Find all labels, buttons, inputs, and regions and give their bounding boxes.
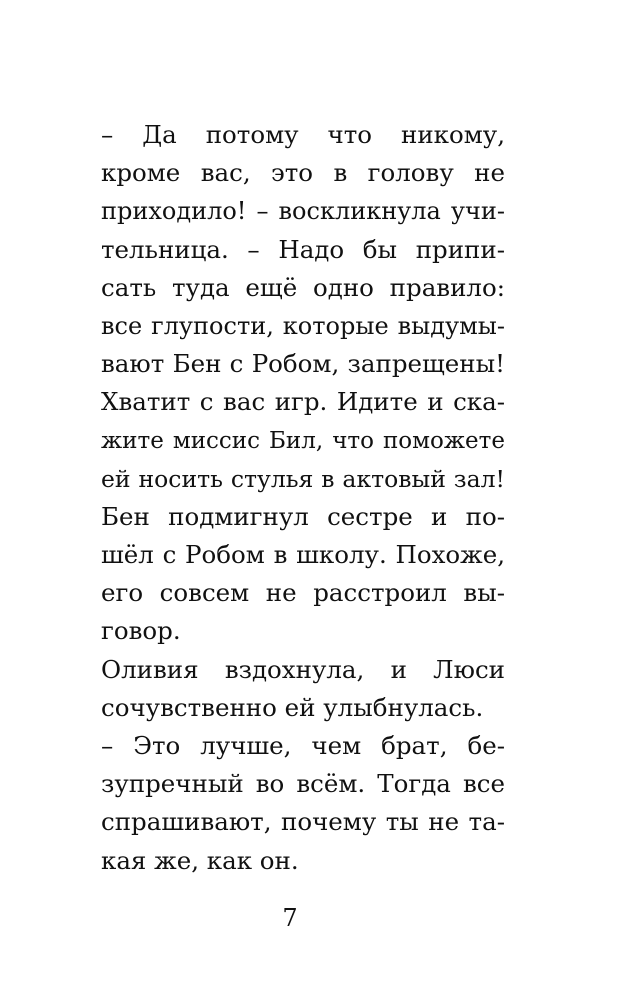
text-line: – Это лучше, чем брат, бе- [101,731,505,760]
body-text [101,116,505,880]
paragraph [101,651,505,727]
text-line: сочувственно ей улыбнулась. [101,692,484,722]
paragraph [101,498,505,651]
text-line: говор. [101,616,181,646]
text-line: тельница. – Надо бы припи- [101,234,505,264]
text-line: – Да потому что никому, [101,120,505,149]
text-line: его совсем не расстроил вы- [101,578,505,608]
page-number: 7 [282,904,298,932]
text-line: вают Бен с Робом, запрещены! [101,349,505,379]
text-line: шёл с Робом в школу. Похоже, [101,540,505,570]
text-line: кая же, как он. [101,845,299,875]
text-line: ей носить стулья в актовый зал! [101,464,505,493]
text-line: зупречный во всём. Тогда все [101,769,505,799]
text-line: спрашивают, почему ты не та- [101,807,505,837]
text-line: все глупости, которые выдумы- [101,311,505,340]
text-line: Хватит с вас игр. Идите и ска- [101,387,505,417]
text-line: Оливия вздохнула, и Люси [101,654,505,684]
text-line: Бен подмигнул сестре и по- [101,501,505,531]
text-line: жите миссис Бил, что поможете [101,427,505,454]
text-line: сать туда ещё одно правило: [101,272,505,302]
paragraph [101,116,505,498]
text-line: приходило! – воскликнула учи- [101,197,505,226]
paragraph [101,727,505,880]
text-line: кроме вас, это в голову не [101,158,505,188]
